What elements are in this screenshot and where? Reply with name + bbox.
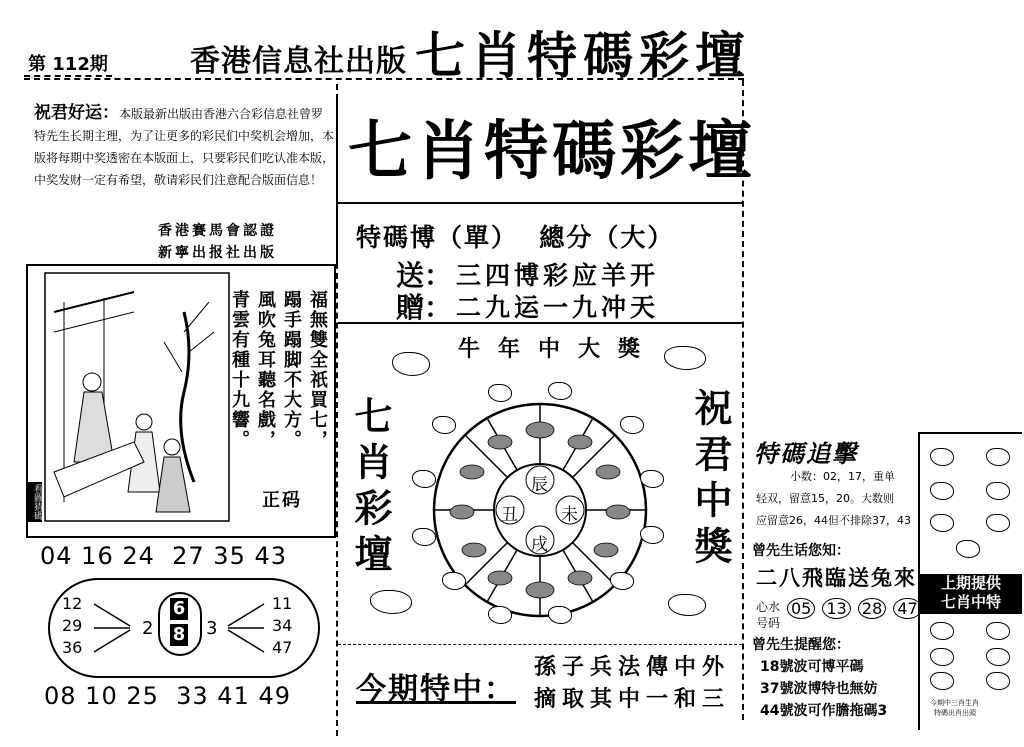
zodiac-animal-icon <box>548 606 572 624</box>
brand-title: 七肖特碼彩壇 <box>415 26 751 85</box>
zodiac-animal-icon <box>930 514 954 532</box>
numbers-top-row: 04 16 24 27 35 43 <box>40 542 288 570</box>
poem-col-2: 蹋手蹋脚不大方。 <box>281 290 302 450</box>
remind-line: 44號波可作膽拖碼3 <box>760 703 888 719</box>
center-title-rule <box>338 202 742 204</box>
zodiac-animal-icon <box>930 672 954 690</box>
center-line-2-text: 三四博彩应羊开 <box>456 261 660 290</box>
numbers-bottom-row: 08 10 25 33 41 49 <box>44 682 292 710</box>
wheel-branch-right: 未 <box>561 505 578 525</box>
zodiac-animal-icon <box>930 622 954 640</box>
zodiac-animal-icon <box>488 606 512 624</box>
notice-block <box>34 102 334 191</box>
last-issue-line-2: 七肖中特 <box>940 593 1001 611</box>
wheel-branch-top: 辰 <box>531 475 548 495</box>
header-rule <box>24 78 744 80</box>
cert-line-2: 新寧出报社出版 <box>158 245 277 261</box>
right-vertical-text: 祝君中獎 <box>688 388 733 572</box>
oval-inner-left: 2 <box>142 618 154 639</box>
story-illustration <box>44 272 230 522</box>
water-label-2: 号码 <box>756 616 781 630</box>
oval-inner-right: 3 <box>206 618 218 639</box>
arc-title: 牛年中大獎 <box>458 337 659 362</box>
tip-label: 曾先生话您知： <box>752 543 850 559</box>
zodiac-animal-icon <box>370 590 412 614</box>
oval-right-rays <box>226 598 266 658</box>
zodiac-animal-icon <box>664 346 706 370</box>
center-left-divider <box>336 84 338 736</box>
zodiac-animal-icon <box>668 594 706 616</box>
zodiac-animal-icon <box>548 382 572 400</box>
zodiac-animal-icon <box>640 526 664 544</box>
stats-line-3: 应留意26，44但不排除37，43 <box>756 514 911 527</box>
zodiac-animal-icon <box>986 622 1010 640</box>
center-line-3-label: 贈： <box>396 291 453 324</box>
oval-left-rays <box>92 598 132 658</box>
zodiac-animal-icon <box>956 540 980 558</box>
zodiac-animal-icon <box>412 528 436 546</box>
oval-right-num: 11 <box>272 594 293 613</box>
water-label-1: 心水 <box>756 600 781 614</box>
zodiac-animal-icon <box>412 470 436 488</box>
image-side-label: 看圖猜碼 <box>28 482 42 522</box>
water-numbers <box>786 598 923 619</box>
stats-line-1: 小数：02，17，重单 <box>790 470 895 483</box>
bottom-line-1: 孫子兵法傳中外 <box>534 654 731 680</box>
zodiac-animal-icon <box>986 514 1010 532</box>
oval-right-num: 34 <box>272 616 293 635</box>
center-promo-rule <box>338 322 742 324</box>
water-number: 47 <box>893 598 921 619</box>
zodiac-animal-icon <box>392 352 430 376</box>
issue-number: 第 112期 <box>28 54 108 75</box>
zodiac-animal-icon <box>488 384 512 402</box>
remind-label: 曾先生提醒您： <box>752 637 850 653</box>
center-bottom-rule <box>338 644 742 645</box>
zodiac-animal-icon <box>930 448 954 466</box>
cert-line-1: 香港賽馬會認證 <box>158 223 277 239</box>
publisher-name: 香港信息社出版 <box>190 44 407 79</box>
wheel-branch-bottom: 戌 <box>531 535 548 555</box>
oval-right-num: 47 <box>272 638 293 657</box>
far-right-foot-1: 今期中三肖生肖 <box>930 699 979 707</box>
zodiac-animal-icon <box>640 470 664 488</box>
notice-body: 本版最新出版由香港六合彩信息社曾罗特先生长期主理，为了让更多的彩民们中奖机会增加，本版将每期中奖透密在本版面上，只要彩民们吃认准本版，中奖发财一定有希望，敬请彩民们注意配合版面信息！ <box>34 107 335 187</box>
last-issue-line-1: 上期提供 <box>940 574 1001 592</box>
poem-col-3: 風吹兔耳聽名戲， <box>255 290 276 450</box>
poem-tag: 正码 <box>262 490 302 511</box>
notice-title: 祝君好运： <box>34 103 119 123</box>
water-number: 28 <box>858 598 886 619</box>
left-vertical-text: 七肖彩壇 <box>348 396 393 580</box>
remind-line: 37號波博特也無妨 <box>760 681 878 697</box>
poem-col-1: 福無雙全祇買七， <box>307 290 328 450</box>
zodiac-animal-icon <box>620 416 644 434</box>
center-line-3-text: 二九运一九冲天 <box>456 293 660 322</box>
remind-line: 18號波可博平碼 <box>760 659 864 675</box>
bottom-line-2: 摘取其中一和三 <box>534 686 731 712</box>
oval-center-bottom: 8 <box>170 624 188 646</box>
zodiac-animal-icon <box>432 416 456 434</box>
poem-col-4: 青雲有種十九響。 <box>229 290 250 450</box>
water-number: 05 <box>787 598 815 619</box>
center-big-title: 七肖特碼彩壇 <box>348 114 756 189</box>
zodiac-animal-icon <box>986 448 1010 466</box>
far-right-foot-2: 特碼出肖出頭 <box>934 709 976 717</box>
water-number: 13 <box>822 598 850 619</box>
oval-left-num: 36 <box>62 638 83 657</box>
zodiac-animal-icon <box>442 572 466 590</box>
zodiac-animal-icon <box>986 672 1010 690</box>
oval-center-top: 6 <box>170 598 188 620</box>
last-issue-box <box>920 574 1022 614</box>
right-title: 特碼追擊 <box>754 440 858 468</box>
zodiac-animal-icon <box>930 648 954 666</box>
stats-line-2: 轻双，留意15，20。大数则 <box>756 492 894 505</box>
tip-text: 二八飛臨送兔來 <box>756 565 917 590</box>
wheel-branch-left: 丑 <box>501 505 518 525</box>
zodiac-animal-icon <box>986 648 1010 666</box>
zodiac-animal-icon <box>930 482 954 500</box>
bottom-label: 今期特中： <box>356 672 516 707</box>
oval-left-num: 29 <box>62 616 83 635</box>
center-line-1: 特碼博（單） 總分（大） <box>356 223 675 252</box>
center-line-2-label: 送： <box>396 259 453 292</box>
zodiac-animal-icon <box>986 482 1010 500</box>
zodiac-animal-icon <box>610 572 634 590</box>
oval-left-num: 12 <box>62 594 83 613</box>
issue-underline <box>24 75 112 77</box>
